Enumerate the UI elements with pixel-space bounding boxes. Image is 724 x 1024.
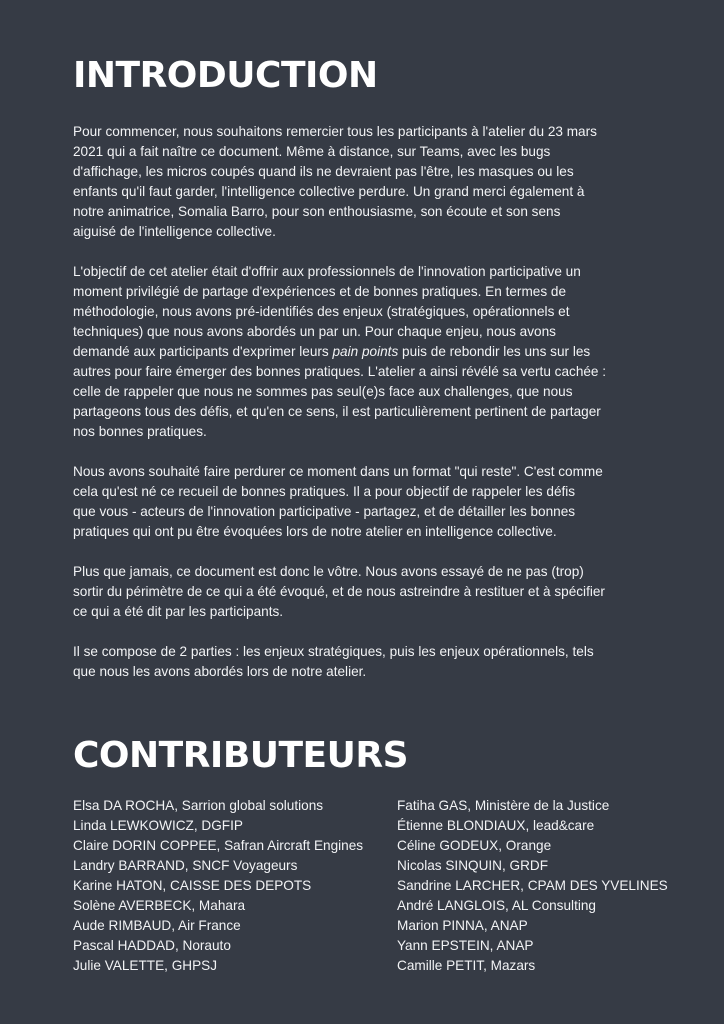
contributor-item: Landry BARRAND, SNCF Voyageurs: [73, 858, 298, 873]
contributor-item: Pascal HADDAD, Norauto: [73, 938, 231, 953]
objective-text-start: L'objectif de cet atelier était d'offrir aux professionnels de l'innovation participative un moment privilégié de partage d'expériences et de bonnes pratiques. En termes de méthodologie, nous avons pré-identifiés des enjeux (stratégiques, opérationnels et techniques) que nous avons abordés un par un. Pour chaque enjeu, nous avons demandé aux participants d'exprimer leurs: [73, 264, 581, 359]
introduction-heading: INTRODUCTION: [73, 55, 378, 96]
document-page: [73, 55, 668, 973]
contributor-item: Yann EPSTEIN, ANAP: [397, 938, 534, 953]
contributor-item: Elsa DA ROCHA, Sarrion global solutions: [73, 798, 324, 813]
contributors-column-left: [73, 796, 397, 976]
contributor-item: Camille PETIT, Mazars: [397, 958, 536, 973]
objective-text-end: puis de rebondir les uns sur les autres pour faire émerger des bonnes pratiques. L'atelier a ainsi révélé sa vertu cachée : celle de rappeler que nous ne sommes pas seul(e)s face aux challenges, que nous partageons tous des défis, et qu'en ce sens, il est particulièrement pertinent de partager nos bonnes pratiques.: [73, 344, 607, 439]
contributor-item: Fatiha GAS, Ministère de la Justice: [397, 798, 610, 813]
paragraph-objective: [73, 262, 653, 442]
contributor-item: Nicolas SINQUIN, GRDF: [397, 858, 549, 873]
paragraph-yours: Plus que jamais, ce document est donc le vôtre. Nous avons essayé de ne pas (trop) sortir du périmètre de ce qui a été évoqué, et de nous astreindre à restituer et à spécifier ce qui a été dit par les participants.: [73, 564, 605, 619]
contributor-item: Claire DORIN COPPEE, Safran Aircraft Engines: [73, 838, 364, 853]
contributors-column-right: [397, 796, 683, 976]
contributor-item: Solène AVERBECK, Mahara: [73, 898, 246, 913]
objective-emphasis: pain points: [332, 344, 399, 359]
paragraph-thanks: Pour commencer, nous souhaitons remercier tous les participants à l'atelier du 23 mars 2021 qui a fait naître ce document. Même à distance, sur Teams, avec les bugs d'affichage, les micros coupés quand ils ne devraient pas l'être, les masques ou les enfants qu'il faut garder, l'intelligence collective perdure. Un grand merci également à notre animatrice, Somalia Barro, pour son enthousiasme, son écoute et son sens aiguisé de l'intelligence collective.: [73, 124, 597, 239]
contributor-item: Aude RIMBAUD, Air France: [73, 918, 241, 933]
contributor-item: Linda LEWKOWICZ, DGFIP: [73, 818, 243, 833]
contributors-heading: CONTRIBUTEURS: [73, 735, 409, 776]
paragraph-structure: Il se compose de 2 parties : les enjeux stratégiques, puis les enjeux opérationnels, tels que nous les avons abordés lors de notre atelier.: [73, 644, 594, 679]
contributor-item: Sandrine LARCHER, CPAM DES YVELINES: [397, 878, 668, 893]
paragraph-collection: Nous avons souhaité faire perdurer ce moment dans un format "qui reste". C'est comme cela qu'est né ce recueil de bonnes pratiques. Il a pour objectif de rappeler les défis que vous - acteurs de l'innovation participative - partagez, et de détailler les bonnes pratiques qui ont pu être évoquées lors de notre atelier en intelligence collective.: [73, 464, 603, 539]
introduction-body: [73, 122, 653, 682]
contributor-item: André LANGLOIS, AL Consulting: [397, 898, 596, 913]
contributors-list: [73, 796, 683, 976]
contributor-item: Étienne BLONDIAUX, lead&care: [397, 818, 595, 833]
contributor-item: Karine HATON, CAISSE DES DEPOTS: [73, 878, 312, 893]
contributor-item: Julie VALETTE, GHPSJ: [73, 958, 218, 973]
contributor-item: Céline GODEUX, Orange: [397, 838, 552, 853]
contributor-item: Marion PINNA, ANAP: [397, 918, 528, 933]
